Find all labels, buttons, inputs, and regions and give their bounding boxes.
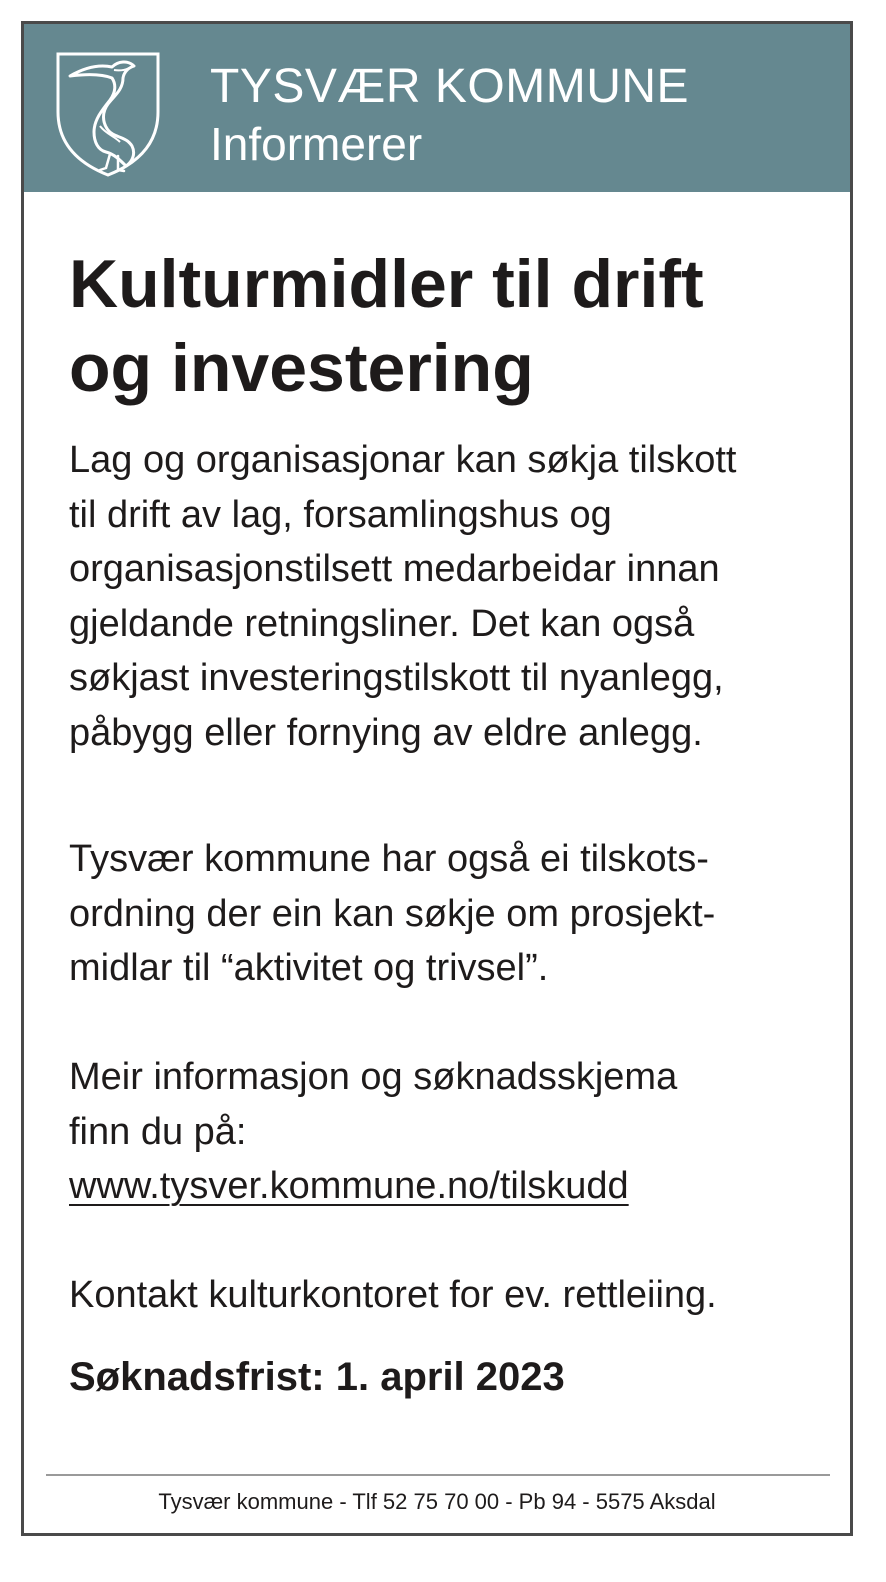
footer-contact: Tysvær kommune - Tlf 52 75 70 00 - Pb 94 - 5575 Aksdal — [158, 1489, 716, 1514]
text-line: finn du på: — [69, 1110, 247, 1153]
text-line: påbygg eller fornying av eldre anlegg. — [69, 711, 703, 754]
paragraph-4 — [69, 1268, 717, 1323]
notice-frame — [21, 21, 853, 1536]
footer-divider — [46, 1474, 830, 1476]
website-link[interactable]: www.tysver.kommune.no/tilskudd — [69, 1165, 629, 1207]
text-line: midlar til “aktivitet og trivsel”. — [69, 947, 549, 989]
title-line: og investering — [69, 330, 534, 406]
page-title — [69, 242, 704, 410]
text-line: Tysvær kommune har også ei tilskots- — [69, 838, 709, 880]
paragraph-2 — [69, 832, 715, 996]
heron-coat-of-arms-icon — [54, 50, 162, 178]
text-line: søkjast investeringstilskott til nyanlegg, — [69, 657, 724, 699]
title-line: Kulturmidler til drift — [69, 246, 704, 322]
paragraph-1 — [69, 433, 736, 760]
header-subtitle: Informerer — [210, 118, 423, 170]
paragraph-3 — [69, 1050, 677, 1214]
text-line: gjeldande retningsliner. Det kan også — [69, 602, 695, 645]
organization-name: TYSVÆR KOMMUNE — [210, 60, 690, 113]
text-line: Meir informasjon og søknadsskjema — [69, 1056, 678, 1098]
header-banner — [24, 24, 850, 192]
text-line: ordning der ein kan søkje om prosjekt- — [69, 892, 716, 935]
text-line: Kontakt kulturkontoret for ev. rettleiing. — [69, 1274, 717, 1316]
text-line: til drift av lag, forsamlingshus og — [69, 493, 612, 536]
application-deadline: Søknadsfrist: 1. april 2023 — [69, 1355, 565, 1399]
text-line: organisasjonstilsett medarbeidar innan — [69, 548, 720, 590]
text-line: Lag og organisasjonar kan søkja tilskott — [69, 439, 737, 481]
